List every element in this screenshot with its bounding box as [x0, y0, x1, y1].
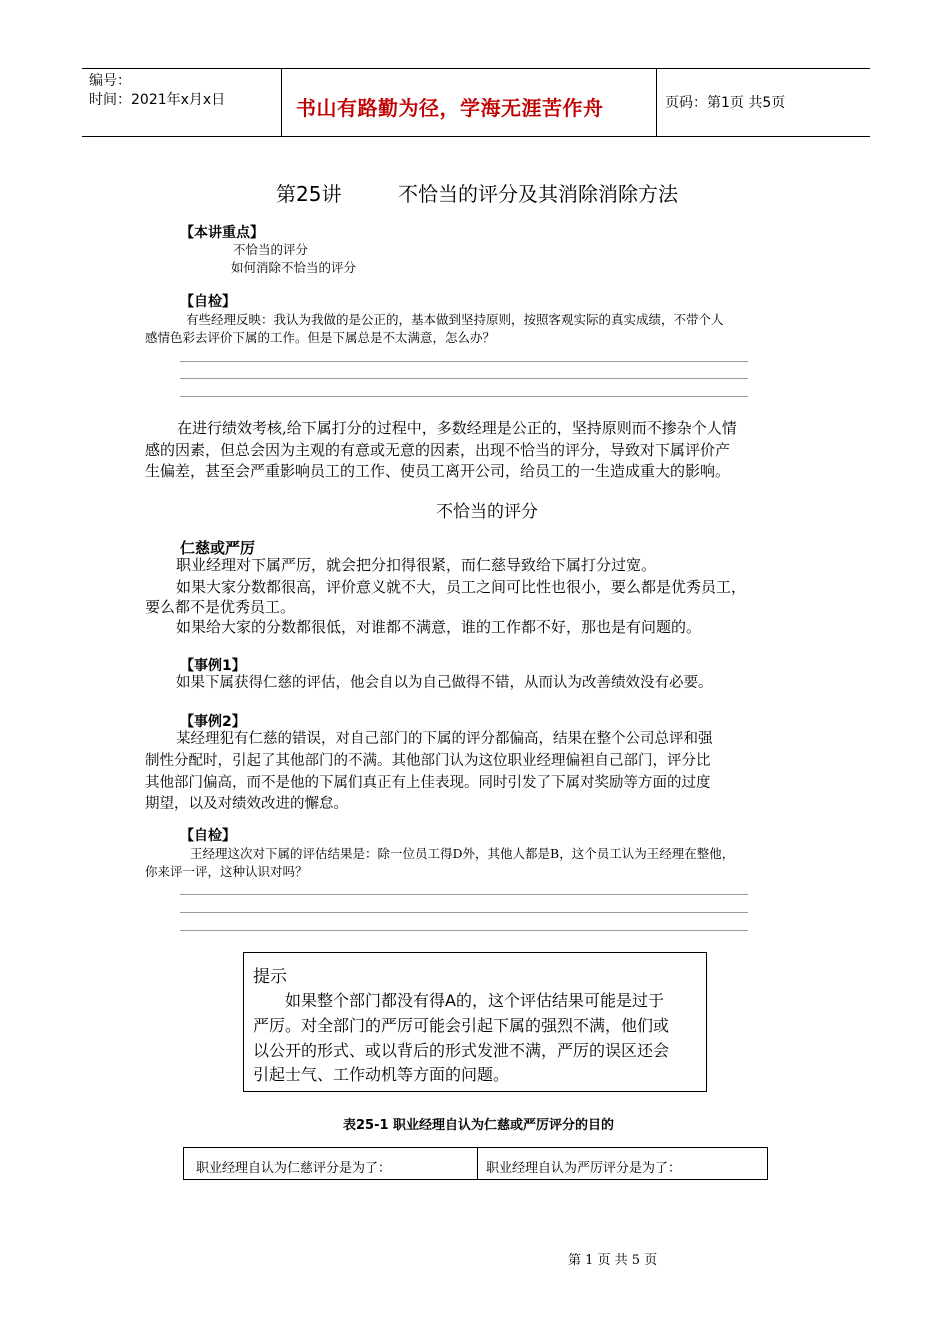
lecture-number: 第25讲 — [276, 182, 342, 206]
section-heading: 不恰当的评分 — [436, 502, 538, 522]
page-footer: 第 1 页 共 5 页 — [568, 1253, 658, 1268]
tip-line: 引起士气、工作动机等方面的问题。 — [253, 1065, 510, 1084]
subsection-line: 职业经理对下属严厉，就会把分扣得很紧，而仁慈导致给下属打分过宽。 — [176, 556, 657, 574]
subsection-line: 如果大家分数都很高，评价意义就不大，员工之间可比性也很小，要么都是优秀员工， — [176, 578, 747, 596]
tip-line: 如果整个部门都没有得A的，这个评估结果可能是过于 — [285, 991, 664, 1010]
answer-line — [180, 912, 748, 913]
case-2-line: 某经理犯有仁慈的错误，对自己部门的下属的评分都偏高，结果在整个公司总评和强 — [176, 731, 713, 747]
case-2-line: 期望，以及对绩效改进的懈怠。 — [145, 796, 348, 812]
header-divider-right — [656, 68, 657, 136]
key-point-item: 如何消除不恰当的评分 — [231, 260, 357, 275]
case-1-label: 【事例1】 — [180, 658, 246, 674]
self-check-question-line: 你来评一评，这种认识对吗？ — [145, 864, 308, 879]
answer-line — [180, 378, 748, 379]
answer-line — [180, 894, 748, 895]
case-2-line: 制性分配时，引起了其他部门的不满。其他部门认为这位职业经理偏袒自己部门，评分比 — [145, 753, 711, 769]
header-bottom-rule — [82, 136, 870, 137]
case-2-line: 其他部门偏高，而不是他的下属们真正有上佳表现。同时引发了下属对奖励等方面的过度 — [145, 775, 711, 791]
subsection-heading: 仁慈或严厉 — [180, 539, 256, 557]
tip-line: 以公开的形式、或以背后的形式发泄不满，严厉的误区还会 — [253, 1041, 670, 1060]
table-header-cell: 职业经理自认为严厉评分是为了： — [477, 1148, 767, 1179]
answer-line — [180, 396, 748, 397]
header-divider-left — [281, 68, 282, 136]
key-point-item: 不恰当的评分 — [233, 242, 309, 257]
case-2-label: 【事例2】 — [180, 714, 246, 730]
header-top-rule — [82, 68, 870, 69]
self-check-label: 【自检】 — [180, 828, 236, 844]
document-date-label: 时间：2021年x月x日 — [89, 92, 226, 108]
tip-line: 严厉。对全部门的严厉可能会引起下属的强烈不满，他们或 — [253, 1016, 670, 1035]
key-points-label: 【本讲重点】 — [180, 225, 264, 241]
subsection-line: 要么都不是优秀员工。 — [145, 598, 296, 616]
self-check-question-line: 感情色彩去评价下属的工作。但是下属总是不太满意，怎么办？ — [145, 330, 496, 345]
intro-paragraph-line: 感的因素，但总会因为主观的有意或无意的因素，出现不恰当的评分，导致对下属评价产 — [145, 441, 731, 459]
self-check-question-line: 有些经理反映：我认为我做的是公正的，基本做到坚持原则，按照客观实际的真实成绩，不带个人 — [186, 312, 724, 327]
case-1-line: 如果下属获得仁慈的评估，他会自以为自己做得不错，从而认为改善绩效没有必要。 — [176, 675, 713, 691]
page-title: 不恰当的评分及其消除消除方法 — [398, 182, 678, 206]
header-page-info: 页码：第1页 共5页 — [665, 95, 786, 111]
self-check-label: 【自检】 — [180, 294, 236, 310]
subsection-line: 如果给大家的分数都很低，对谁都不满意，谁的工作都不好，那也是有问题的。 — [176, 618, 702, 636]
header-motto: 书山有路勤为径，学海无涯苦作舟 — [296, 96, 604, 120]
tip-box — [243, 952, 707, 1092]
answer-line — [180, 361, 748, 362]
intro-paragraph-line: 在进行绩效考核,给下属打分的过程中，多数经理是公正的，坚持原则而不掺杂个人情 — [177, 419, 737, 437]
tip-title: 提示 — [253, 967, 287, 987]
intro-paragraph-line: 生偏差，甚至会严重影响员工的工作、使员工离开公司，给员工的一生造成重大的影响。 — [145, 462, 731, 480]
table-caption: 表25-1 职业经理自认为仁慈或严厉评分的目的 — [343, 1118, 615, 1133]
purpose-table — [183, 1147, 768, 1180]
table-header-cell: 职业经理自认为仁慈评分是为了： — [196, 1161, 392, 1176]
answer-line — [180, 930, 748, 931]
document-number-label: 编号： — [89, 73, 131, 89]
self-check-question-line: 王经理这次对下属的评估结果是：除一位员工得D外，其他人都是B，这个员工认为王经理在整他， — [190, 846, 735, 861]
